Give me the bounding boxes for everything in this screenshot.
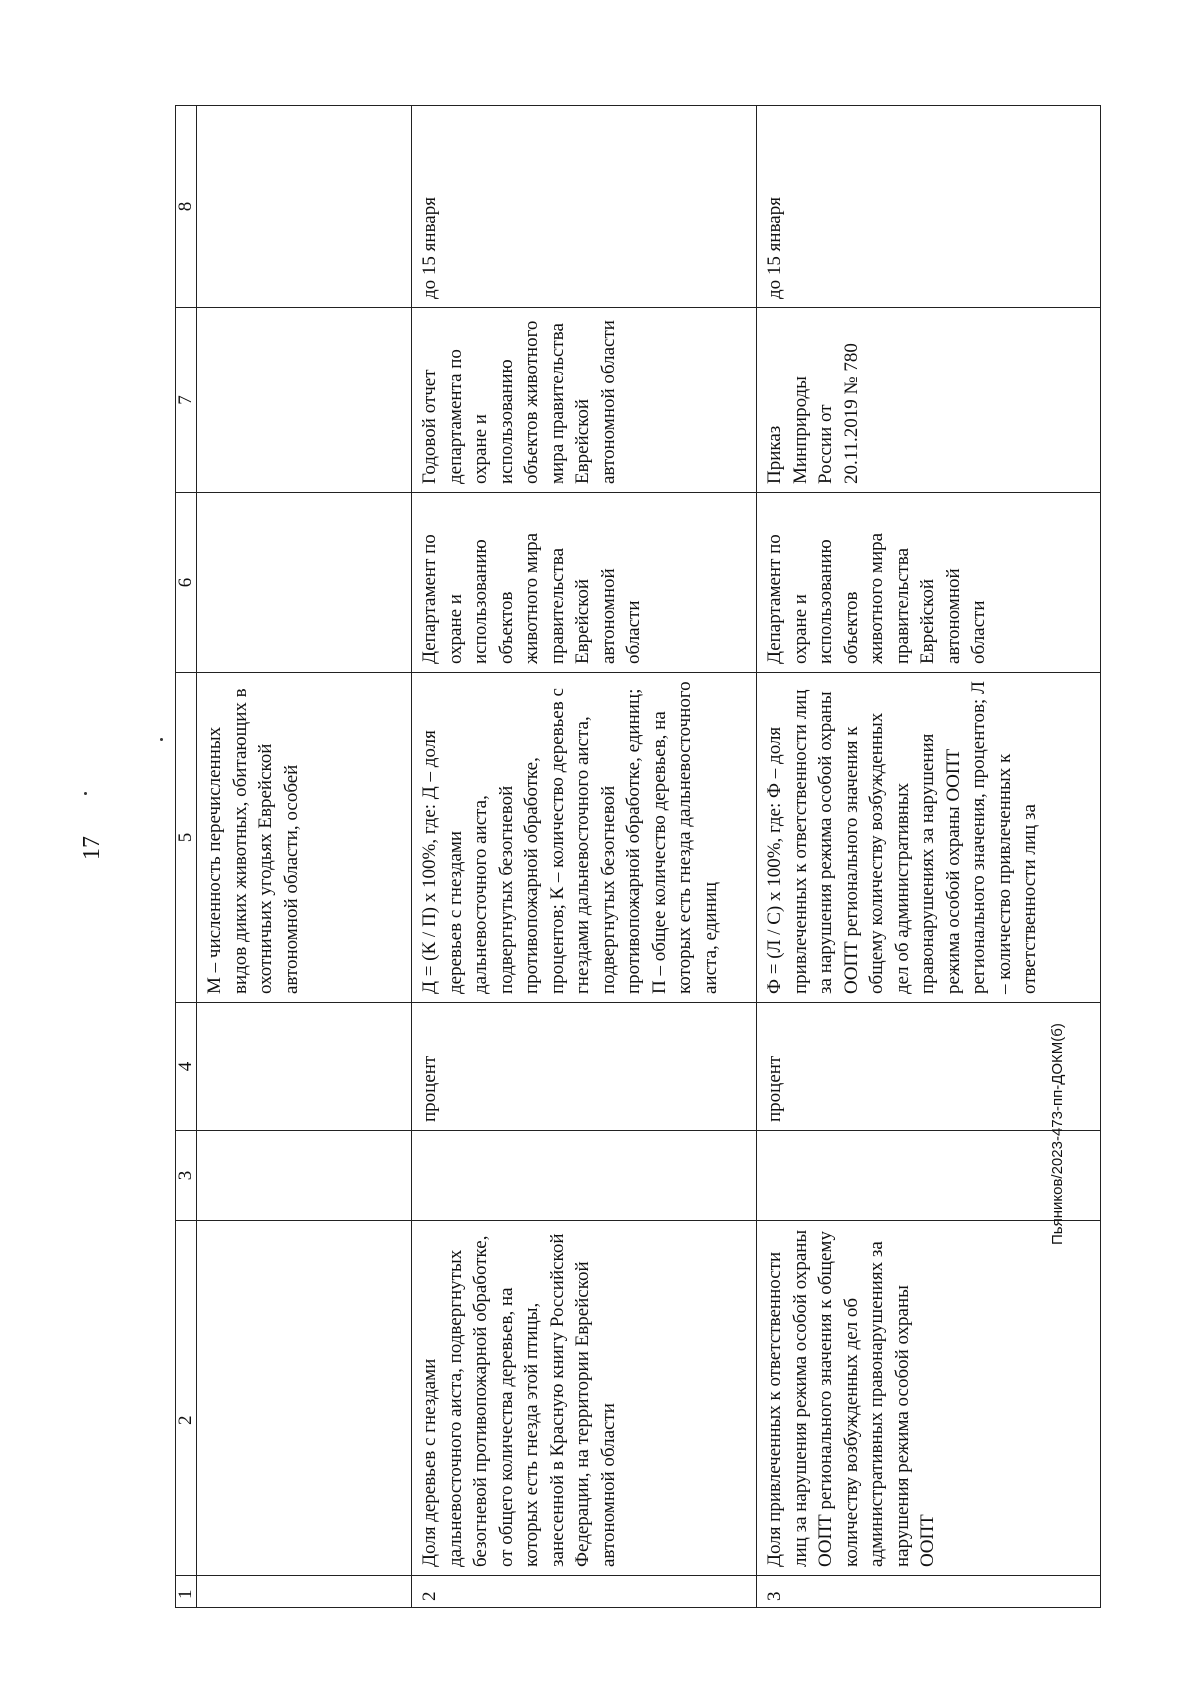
column-number: 1 [176, 1576, 197, 1608]
formula-cell: Д = (К / П) x 100%, где: Д – доля деревьев с гнездами дальневосточного аиста, подвергнутых безогневой противопожарной обработке, процентов; К – количество деревьев с гнездами дальневосточного аиста, подвергнутых безогневой противопожарной обработке, единиц; П – общее количество деревьев, на которых есть гнезда дальневосточного аиста, единиц [412, 673, 757, 1003]
indicator-name-cell [197, 1221, 412, 1576]
column-number: 4 [176, 1003, 197, 1131]
indicator-name-cell: Доля деревьев с гнездами дальневосточного аиста, подвергнутых безогневой противопожарной обработке, от общего количества деревьев, на которых есть гнезда этой птицы, занесенной в Красную книгу Российской Федерации, на территории Еврейской автономной области [412, 1221, 757, 1576]
row-number-cell: 3 [757, 1576, 1101, 1608]
unit-cell: процент [412, 1003, 757, 1131]
base-value-cell [197, 1131, 412, 1221]
source-cell [197, 308, 412, 493]
column-number: 5 [176, 673, 197, 1003]
base-value-cell [412, 1131, 757, 1221]
column-number: 7 [176, 308, 197, 493]
indicators-table-rotated [175, 106, 1099, 1608]
column-number: 8 [176, 106, 197, 308]
responsible-cell: Департамент по охране и использованию объектов животного мира правительства Еврейской автономной области [412, 493, 757, 673]
row-number-cell: 2 [412, 1576, 757, 1608]
deadline-cell: до 15 января [412, 106, 757, 308]
source-cell: Годовой отчет департамента по охране и использованию объектов животного мира правительства Еврейской автономной области [412, 308, 757, 493]
column-number: 3 [176, 1131, 197, 1221]
unit-cell [197, 1003, 412, 1131]
scan-speck [160, 738, 163, 741]
column-number: 2 [176, 1221, 197, 1576]
deadline-cell: до 15 января [757, 106, 1101, 308]
indicator-name-cell: Доля привлеченных к ответственности лиц за нарушения режима особой охраны ООПТ регионального значения к общему количеству возбужденных дел об административных правонарушениях за нарушения режима особой охраны ООПТ [757, 1221, 1101, 1576]
source-cell: Приказ Минприроды России от 20.11.2019 № 780 [757, 308, 1101, 493]
document-code: Пьяников/2023-473-пп-ДОКМ(б) [1049, 1023, 1066, 1245]
deadline-cell [197, 106, 412, 308]
table-row [197, 106, 412, 1608]
scan-speck [84, 792, 87, 795]
column-number-row [176, 106, 197, 1608]
formula-cell: Ф = (Л / С) x 100%, где: Ф – доля привлеченных к ответственности лиц за нарушения режима особой охраны ООПТ регионального значения к общему количеству возбужденных дел об административных правонарушениях за нарушения режима особой охраны ООПТ регионального значения, процентов; Л – количество привлеченных к ответственности лиц за [757, 673, 1101, 1003]
responsible-cell: Департамент по охране и использованию объектов животного мира правительства Еврейской автономной области [757, 493, 1101, 673]
column-number: 6 [176, 493, 197, 673]
unit-cell: процент [757, 1003, 1101, 1131]
formula-cell: М – численность перечисленных видов диких животных, обитающих в охотничьих угодьях Еврейской автономной области, особей [197, 673, 412, 1003]
table-row [412, 106, 757, 1608]
responsible-cell [197, 493, 412, 673]
row-number-cell [197, 1576, 412, 1608]
page-number: 17 [79, 836, 105, 860]
indicators-table [175, 105, 1101, 1608]
